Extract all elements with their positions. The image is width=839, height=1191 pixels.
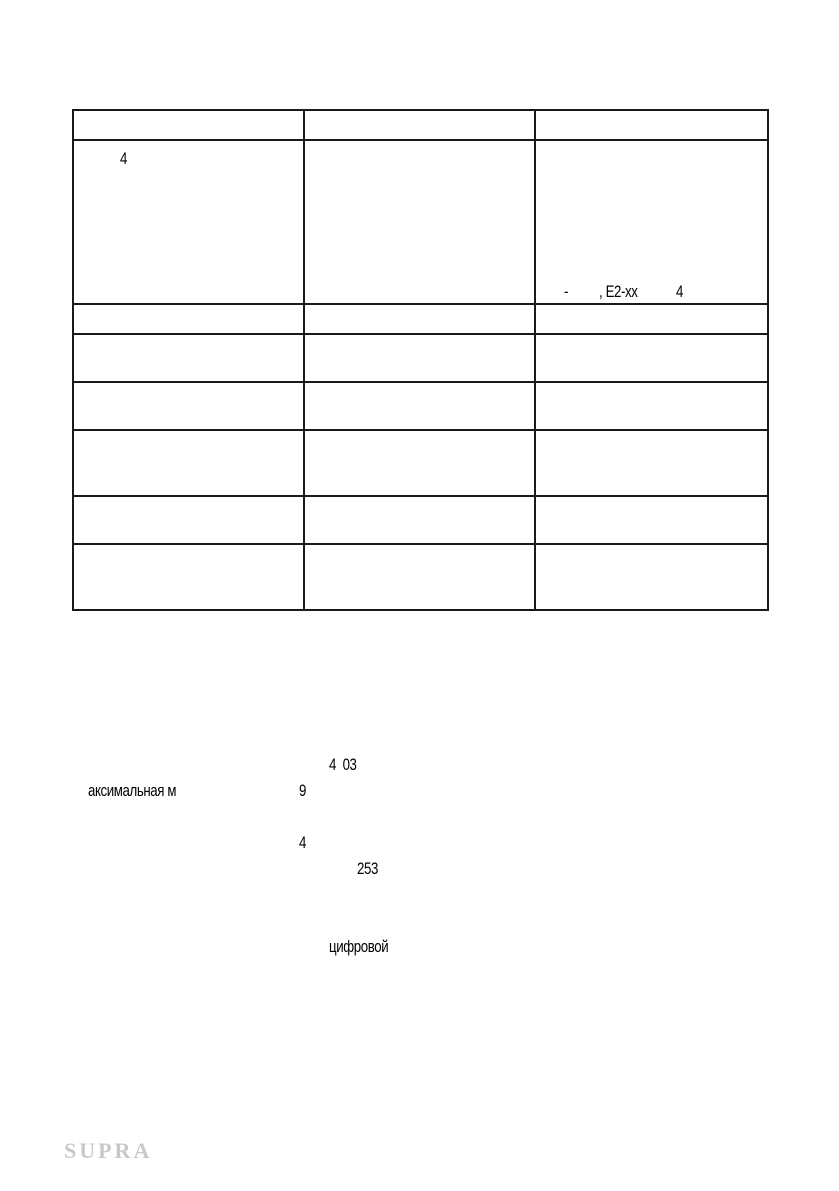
- table-row: [73, 304, 768, 334]
- table-row: [73, 140, 768, 304]
- table-cell: [535, 544, 768, 610]
- table-cell: [535, 382, 768, 430]
- row1-col3-dash: -: [564, 282, 569, 301]
- table-cell: [304, 544, 535, 610]
- table-cell: [304, 496, 535, 544]
- table-row: [73, 544, 768, 610]
- table-cell: [73, 430, 304, 496]
- table-header-cell: [73, 110, 304, 140]
- table-cell: [304, 334, 535, 382]
- table-cell: [535, 304, 768, 334]
- table-row: [73, 430, 768, 496]
- table-header-cell: [304, 110, 535, 140]
- table-cell: [73, 140, 304, 304]
- spec-line-3: 4: [299, 833, 306, 852]
- table-header-cell: [535, 110, 768, 140]
- table-cell: [535, 140, 768, 304]
- table-cell: [73, 304, 304, 334]
- table-cell: [535, 430, 768, 496]
- spec-line-2-value: 9: [299, 781, 306, 800]
- row1-col1-text: 4: [120, 149, 127, 168]
- brand-logo: SUPRA: [64, 1138, 153, 1163]
- table-cell: [535, 334, 768, 382]
- table-row: [73, 334, 768, 382]
- table-cell: [304, 304, 535, 334]
- row1-col3-num: 4: [676, 282, 683, 301]
- table-cell: [304, 140, 535, 304]
- spec-line-1: 4 03: [329, 755, 357, 774]
- table-cell: [73, 544, 304, 610]
- table-cell: [304, 430, 535, 496]
- table-row: [73, 382, 768, 430]
- table-cell: [73, 334, 304, 382]
- spec-line-5: цифровой: [329, 937, 389, 956]
- spec-line-4: 253: [357, 859, 378, 878]
- spec-line-2-label: аксимальная м: [88, 781, 177, 800]
- table-cell: [73, 496, 304, 544]
- row1-col3-code: , E2-xx: [599, 282, 638, 301]
- table-header-row: [73, 110, 768, 140]
- table-row: [73, 496, 768, 544]
- table-cell: [304, 382, 535, 430]
- spec-table: [72, 109, 769, 611]
- table-cell: [535, 496, 768, 544]
- table-cell: [73, 382, 304, 430]
